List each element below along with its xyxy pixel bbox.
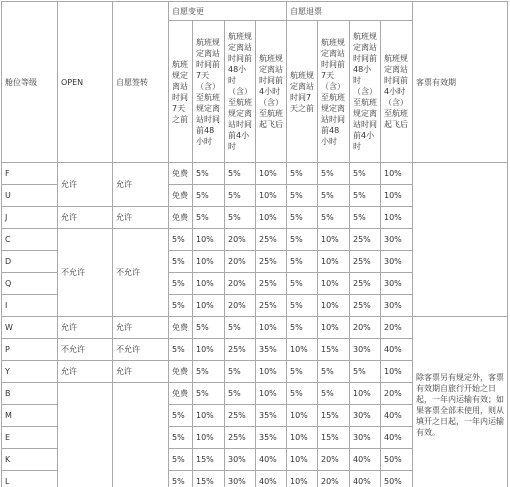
change-7d-48h-fee-cell: 15% — [193, 471, 225, 487]
refund-48h-4h-fee-cell: 25% — [350, 273, 381, 295]
change-before-7d-fee-cell: 5% — [169, 273, 193, 295]
refund-7d-48h-fee-cell: 5% — [318, 185, 350, 207]
endorse-cell: 不允许 — [113, 339, 169, 361]
header-open: OPEN — [58, 2, 113, 163]
change-7d-48h-fee-cell: 5% — [193, 185, 225, 207]
change-4h-after-fee-cell: 25% — [256, 251, 287, 273]
refund-4h-after-fee-cell: 10% — [381, 185, 413, 207]
change-7d-48h-fee-cell: 5% — [193, 361, 225, 383]
refund-before-7d-fee-cell: 5% — [287, 207, 318, 229]
refund-7d-48h-fee-cell: 10% — [318, 295, 350, 317]
change-4h-after-fee-cell: 10% — [256, 207, 287, 229]
refund-7d-48h-fee-cell: 5% — [318, 361, 350, 383]
cabin-class-cell: E — [2, 427, 58, 449]
change-4h-after-fee-cell: 25% — [256, 229, 287, 251]
refund-48h-4h-fee-cell: 5% — [350, 163, 381, 185]
change-before-7d-fee-cell: 5% — [169, 339, 193, 361]
change-before-7d-fee-cell: 5% — [169, 427, 193, 449]
refund-before-7d-fee-cell: 5% — [287, 251, 318, 273]
change-before-7d-fee-cell: 5% — [169, 251, 193, 273]
refund-4h-after-fee-cell: 10% — [381, 361, 413, 383]
cabin-class-cell: F — [2, 163, 58, 185]
refund-before-7d-fee-cell: 5% — [287, 229, 318, 251]
cabin-class-cell: D — [2, 251, 58, 273]
refund-7d-48h-fee-cell: 10% — [318, 317, 350, 339]
change-7d-48h-fee-cell: 10% — [193, 405, 225, 427]
refund-48h-4h-fee-cell: 5% — [350, 185, 381, 207]
refund-48h-4h-fee-cell: 30% — [350, 427, 381, 449]
refund-7d-48h-fee-cell: 15% — [318, 339, 350, 361]
header-change-before-7d: 航班规定离站时间7天之前 — [169, 21, 193, 163]
header-voluntary-refund: 自愿退票 — [287, 2, 413, 21]
refund-7d-48h-fee-cell: 15% — [318, 405, 350, 427]
change-7d-48h-fee-cell: 15% — [193, 449, 225, 471]
refund-before-7d-fee-cell: 5% — [287, 361, 318, 383]
open-cell: 不允许 — [58, 229, 113, 317]
change-7d-48h-fee-cell: 5% — [193, 317, 225, 339]
change-4h-after-fee-cell: 10% — [256, 361, 287, 383]
cabin-class-cell: Y — [2, 361, 58, 383]
refund-48h-4h-fee-cell: 10% — [350, 383, 381, 405]
refund-4h-after-fee-cell: 50% — [381, 449, 413, 471]
change-48h-4h-fee-cell: 20% — [225, 251, 256, 273]
header-refund-48h-4h: 航班规定离站时间前48小时（含）至航班规定离站时间前4小时 — [350, 21, 381, 163]
change-7d-48h-fee-cell: 5% — [193, 163, 225, 185]
header-validity: 客票有效期 — [413, 2, 508, 163]
open-cell: 允许 — [58, 163, 113, 207]
cabin-class-cell: I — [2, 295, 58, 317]
header-change-7d-48h: 航班规定离站时间前7天（含）至航班规定离站时间前48小时 — [193, 21, 225, 163]
cabin-class-cell: P — [2, 339, 58, 361]
refund-4h-after-fee-cell: 30% — [381, 295, 413, 317]
validity-empty-cell — [413, 163, 508, 317]
change-48h-4h-fee-cell: 25% — [225, 405, 256, 427]
open-cell — [58, 383, 113, 487]
refund-before-7d-fee-cell: 5% — [287, 295, 318, 317]
refund-7d-48h-fee-cell: 15% — [318, 427, 350, 449]
change-before-7d-fee-cell: 5% — [169, 449, 193, 471]
change-48h-4h-fee-cell: 20% — [225, 295, 256, 317]
refund-7d-48h-fee-cell: 5% — [318, 163, 350, 185]
refund-48h-4h-fee-cell: 25% — [350, 229, 381, 251]
refund-4h-after-fee-cell: 20% — [381, 317, 413, 339]
open-cell: 允许 — [58, 317, 113, 339]
table-row — [2, 317, 508, 339]
refund-7d-48h-fee-cell: 20% — [318, 449, 350, 471]
refund-before-7d-fee-cell: 5% — [287, 163, 318, 185]
change-before-7d-fee-cell: 5% — [169, 405, 193, 427]
header-change-48h-4h: 航班规定离站时间前48小时（含）至航班规定离站时间前4小时 — [225, 21, 256, 163]
change-before-7d-fee-cell: 免费 — [169, 383, 193, 405]
change-48h-4h-fee-cell: 5% — [225, 163, 256, 185]
refund-before-7d-fee-cell: 10% — [287, 449, 318, 471]
change-48h-4h-fee-cell: 25% — [225, 427, 256, 449]
change-4h-after-fee-cell: 35% — [256, 427, 287, 449]
refund-4h-after-fee-cell: 30% — [381, 229, 413, 251]
header-endorse: 自愿签转 — [113, 2, 169, 163]
refund-4h-after-fee-cell: 20% — [381, 383, 413, 405]
cabin-class-cell: M — [2, 405, 58, 427]
refund-48h-4h-fee-cell: 25% — [350, 295, 381, 317]
open-cell: 允许 — [58, 207, 113, 229]
change-48h-4h-fee-cell: 5% — [225, 383, 256, 405]
change-4h-after-fee-cell: 10% — [256, 383, 287, 405]
refund-48h-4h-fee-cell: 30% — [350, 405, 381, 427]
change-48h-4h-fee-cell: 20% — [225, 229, 256, 251]
refund-4h-after-fee-cell: 40% — [381, 339, 413, 361]
change-4h-after-fee-cell: 35% — [256, 405, 287, 427]
cabin-class-cell: U — [2, 185, 58, 207]
change-before-7d-fee-cell: 免费 — [169, 361, 193, 383]
change-before-7d-fee-cell: 免费 — [169, 163, 193, 185]
validity-note-cell: 除客票另有规定外，客票有效期自旅行开始之日起，一年内运输有效；如果客票全部未使用，则从填开之日起，一年内运输有效。 — [413, 317, 508, 487]
change-48h-4h-fee-cell: 5% — [225, 207, 256, 229]
header-refund-4h-after: 航班规定离站时间前4小时（含）至航班起飞后 — [381, 21, 413, 163]
cabin-class-cell: L — [2, 471, 58, 487]
refund-before-7d-fee-cell: 5% — [287, 273, 318, 295]
change-7d-48h-fee-cell: 5% — [193, 383, 225, 405]
change-before-7d-fee-cell: 免费 — [169, 317, 193, 339]
refund-before-7d-fee-cell: 5% — [287, 185, 318, 207]
change-48h-4h-fee-cell: 30% — [225, 471, 256, 487]
change-4h-after-fee-cell: 25% — [256, 295, 287, 317]
change-7d-48h-fee-cell: 10% — [193, 273, 225, 295]
table-row — [2, 163, 508, 185]
refund-48h-4h-fee-cell: 20% — [350, 317, 381, 339]
refund-4h-after-fee-cell: 50% — [381, 471, 413, 487]
endorse-cell: 允许 — [113, 361, 169, 383]
refund-before-7d-fee-cell: 10% — [287, 339, 318, 361]
refund-4h-after-fee-cell: 40% — [381, 427, 413, 449]
change-4h-after-fee-cell: 25% — [256, 273, 287, 295]
refund-48h-4h-fee-cell: 40% — [350, 471, 381, 487]
header-voluntary-change: 自愿变更 — [169, 2, 287, 21]
refund-4h-after-fee-cell: 10% — [381, 207, 413, 229]
endorse-cell: 允许 — [113, 317, 169, 339]
change-48h-4h-fee-cell: 5% — [225, 361, 256, 383]
refund-7d-48h-fee-cell: 10% — [318, 273, 350, 295]
refund-before-7d-fee-cell: 10% — [287, 405, 318, 427]
change-4h-after-fee-cell: 10% — [256, 163, 287, 185]
change-48h-4h-fee-cell: 30% — [225, 449, 256, 471]
refund-before-7d-fee-cell: 10% — [287, 427, 318, 449]
refund-4h-after-fee-cell: 30% — [381, 273, 413, 295]
refund-48h-4h-fee-cell: 30% — [350, 339, 381, 361]
cabin-class-cell: B — [2, 383, 58, 405]
refund-7d-48h-fee-cell: 5% — [318, 207, 350, 229]
change-before-7d-fee-cell: 5% — [169, 295, 193, 317]
refund-4h-after-fee-cell: 10% — [381, 163, 413, 185]
refund-7d-48h-fee-cell: 10% — [318, 229, 350, 251]
change-before-7d-fee-cell: 5% — [169, 229, 193, 251]
refund-7d-48h-fee-cell: 20% — [318, 471, 350, 487]
change-before-7d-fee-cell: 免费 — [169, 185, 193, 207]
refund-before-7d-fee-cell: 5% — [287, 317, 318, 339]
refund-48h-4h-fee-cell: 5% — [350, 361, 381, 383]
fare-rules-table — [1, 1, 508, 487]
open-cell: 不允许 — [58, 339, 113, 361]
open-cell: 允许 — [58, 361, 113, 383]
change-7d-48h-fee-cell: 10% — [193, 295, 225, 317]
change-7d-48h-fee-cell: 10% — [193, 339, 225, 361]
change-48h-4h-fee-cell: 5% — [225, 317, 256, 339]
change-7d-48h-fee-cell: 10% — [193, 251, 225, 273]
endorse-cell: 允许 — [113, 163, 169, 207]
header-row-top — [2, 2, 508, 21]
change-4h-after-fee-cell: 40% — [256, 449, 287, 471]
endorse-cell: 允许 — [113, 207, 169, 229]
refund-4h-after-fee-cell: 30% — [381, 251, 413, 273]
refund-4h-after-fee-cell: 40% — [381, 405, 413, 427]
table-body — [2, 2, 508, 487]
change-before-7d-fee-cell: 5% — [169, 471, 193, 487]
header-cabin: 舱位等级 — [2, 2, 58, 163]
change-48h-4h-fee-cell: 20% — [225, 273, 256, 295]
refund-7d-48h-fee-cell: 10% — [318, 251, 350, 273]
change-7d-48h-fee-cell: 10% — [193, 229, 225, 251]
refund-before-7d-fee-cell: 10% — [287, 471, 318, 487]
endorse-cell: 不允许 — [113, 229, 169, 317]
cabin-class-cell: Q — [2, 273, 58, 295]
header-refund-7d-48h: 航班规定离站时间前7天（含）至航班规定离站时间前48小时 — [318, 21, 350, 163]
change-7d-48h-fee-cell: 5% — [193, 207, 225, 229]
refund-before-7d-fee-cell: 5% — [287, 383, 318, 405]
refund-48h-4h-fee-cell: 25% — [350, 251, 381, 273]
refund-48h-4h-fee-cell: 40% — [350, 449, 381, 471]
change-48h-4h-fee-cell: 25% — [225, 339, 256, 361]
header-refund-before-7d: 航班规定离站时间7天之前 — [287, 21, 318, 163]
change-4h-after-fee-cell: 10% — [256, 317, 287, 339]
change-4h-after-fee-cell: 40% — [256, 471, 287, 487]
endorse-cell — [113, 383, 169, 487]
refund-7d-48h-fee-cell: 5% — [318, 383, 350, 405]
cabin-class-cell: J — [2, 207, 58, 229]
change-7d-48h-fee-cell: 10% — [193, 427, 225, 449]
change-4h-after-fee-cell: 35% — [256, 339, 287, 361]
cabin-class-cell: W — [2, 317, 58, 339]
change-before-7d-fee-cell: 免费 — [169, 207, 193, 229]
cabin-class-cell: C — [2, 229, 58, 251]
refund-48h-4h-fee-cell: 5% — [350, 207, 381, 229]
change-4h-after-fee-cell: 10% — [256, 185, 287, 207]
change-48h-4h-fee-cell: 5% — [225, 185, 256, 207]
header-change-4h-after: 航班规定离站时间前4小时（含）至航班起飞后 — [256, 21, 287, 163]
cabin-class-cell: K — [2, 449, 58, 471]
